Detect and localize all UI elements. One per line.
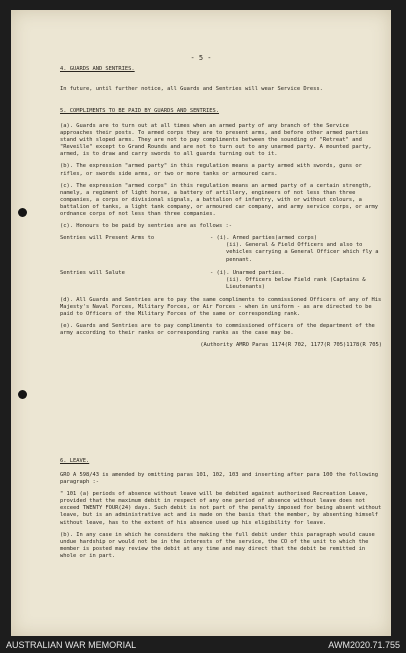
section-6 — [60, 458, 382, 465]
list-item: - (i). Armed parties(armed corps) — [210, 235, 318, 242]
paragraph: In future, until further notice, all Guards and Sentries will wear Service Dress. — [60, 86, 323, 92]
paragraph-e: (e). Guards and Sentries are to pay compliments to commissioned officers of the department of the army according to their ranks or corresponding ranks as the case may be. — [60, 323, 375, 337]
list-item: (ii). General & Field Officers and also to vehicles carrying a General Officer which fly a pennant. — [226, 242, 379, 263]
list-item: - (i). Unarmed parties. — [210, 269, 285, 276]
honours-intro: (c). Honours to be paid by sentries are as follows :- — [60, 223, 233, 230]
section-5 — [60, 108, 382, 115]
section-5-body — [60, 123, 382, 349]
list-label: Sentries will Present Arms to — [60, 235, 155, 242]
paragraph-c: (c). The expression "armed corps" in this regulation means an armed party of a certain strength, namely, a regiment of light horse, a battery of artillery, engineers of not less than three companies, a corps or divisional signals, a battalion of infantry, with or without colours, a battalion of tanks, a light tank company, or armoured car company, and army service corps, or army ordnance corps of not less than three companies. — [60, 182, 379, 218]
paragraph-intro: GRO A 598/43 is amended by omitting paras 101, 102, 103 and inserting after para 100 the following paragraph :- — [60, 472, 379, 486]
section-6-body — [60, 472, 382, 560]
punch-hole — [18, 208, 27, 217]
footer-source: AUSTRALIAN WAR MEMORIAL — [6, 639, 137, 650]
section-4-body — [60, 86, 382, 93]
section-heading: 4. GUARDS AND SENTRIES. — [60, 66, 135, 72]
page-number: - 5 - — [190, 54, 212, 62]
paragraph-d: (d). All Guards and Sentries are to pay the same compliments to commissioned Officers of any of His Majesty's Naval Forces, Military Forces, or Air Forces - when in uniform - as are directed to be paid to Officers of the Military Forces of the same or corresponding rank. — [60, 296, 382, 318]
section-heading: 6. LEAVE. — [60, 458, 90, 464]
footer-accession: AWM2020.71.755 — [328, 639, 400, 650]
salute-list — [60, 270, 382, 291]
list-item: (ii). Officers below Field rank (Captains & Lieutenants) — [226, 276, 366, 290]
section-heading: 5. COMPLIMENTS TO BE PAID BY GUARDS AND SENTRIES. — [60, 108, 220, 114]
section-4 — [60, 66, 382, 73]
present-arms-list — [60, 235, 382, 263]
punch-hole — [18, 390, 27, 399]
paragraph-b: (b). The expression "armed party" in this regulation means a party armed with swords, guns or rifles, or swords side arms, or two or more tanks or armoured cars. — [60, 163, 362, 177]
paragraph-101a: " 101 (a) periods of absence without leave will be debited against authorised Recreation Leave, provided that the maximum debit in respect of any one period of absence without leave does not exceed TWENTY FOUR(24) days. Such debit is not part of the penalty imposed for being absent without leave, but is an administrative act and is made on the basis that the member, by absenting himself without leave, has to the extent of his absence used up his eligibility for leave. — [60, 491, 382, 526]
paragraph-101b: (b). In any case in which he considers the making the full debit under this paragraph would cause undue hardship or would not be in the interests of the service, the CO of the unit to which the member is posted may review the debit at any time and may direct that the debit be remitted in whole or in part. — [60, 531, 375, 559]
list-label: Sentries will Salute — [60, 269, 125, 276]
footer-bar — [0, 636, 406, 653]
document-page — [11, 10, 391, 636]
paragraph-a: (a). Guards are to turn out at all times when an armed party of any branch of the Service approaches their posts. To armed corps they are to present arms, and before other armed parties stand with sloped arms. They are not to pay compliments between the sounding of "Retreat" and "Reveille" except to Grand Rounds and are not to turn out to any unarmed party. A mounted party, armed, is to draw and carry swords to all guards turning out to it. — [60, 123, 372, 158]
authority-line: (Authority AMRO Paras 1174(R 702, 1177(R 705)1178(R 705) — [200, 342, 382, 349]
